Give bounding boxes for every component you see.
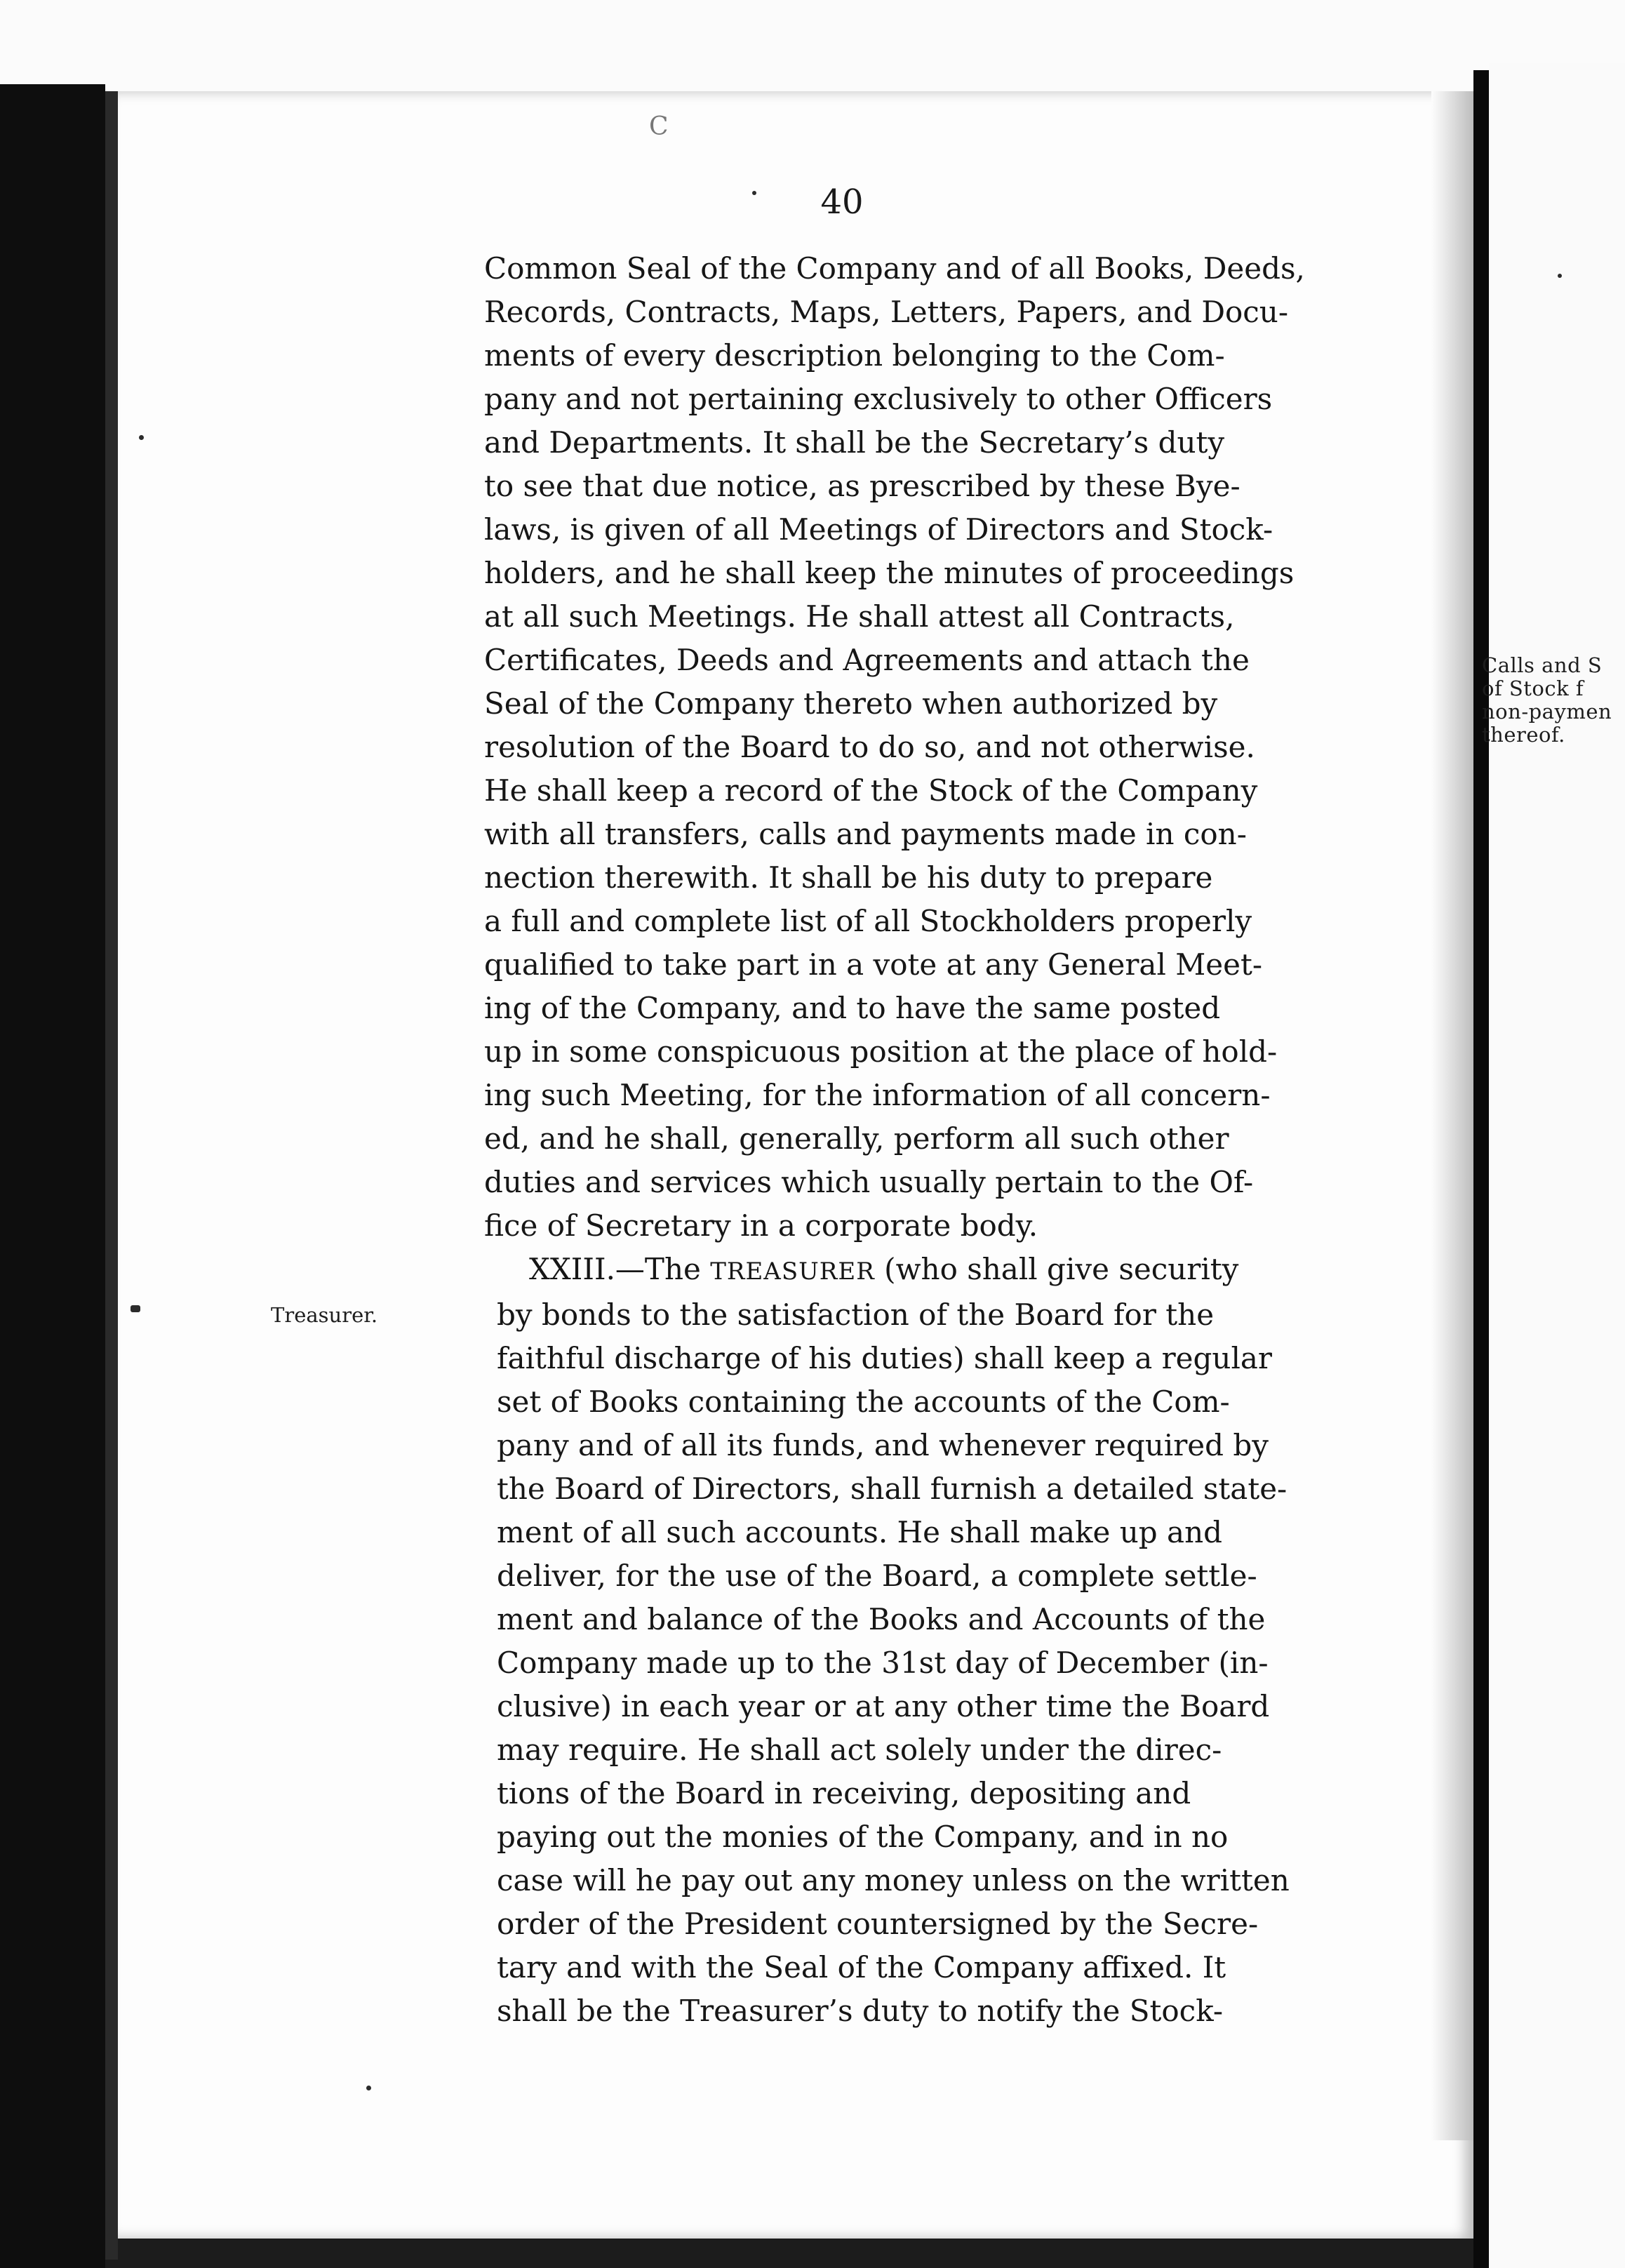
text-line: tary and with the Seal of the Company affixed. It xyxy=(497,1950,1226,1984)
scan-top-margin xyxy=(0,0,1625,98)
text-line: shall be the Treasurer’s duty to notify the Stock- xyxy=(497,1994,1224,2028)
scan-speck xyxy=(366,2086,371,2090)
section-heading-line xyxy=(484,1248,1417,1293)
text-line: Certificates, Deeds and Agreements and attach the xyxy=(484,643,1250,677)
text-line: ment of all such accounts. He shall make up and xyxy=(497,1515,1223,1549)
text-line: ing of the Company, and to have the same posted xyxy=(484,991,1221,1025)
scan-speck xyxy=(131,1305,140,1312)
text-line: set of Books containing the accounts of the Com- xyxy=(497,1385,1230,1419)
text-line: faithful discharge of his duties) shall keep a regular xyxy=(497,1341,1273,1375)
text-line: ing such Meeting, for the information of all concern- xyxy=(484,1078,1271,1112)
text-line: with all transfers, calls and payments made in con- xyxy=(484,817,1247,851)
text-line: pany and of all its funds, and whenever required by xyxy=(497,1428,1269,1462)
text-line: paying out the monies of the Company, and in no xyxy=(497,1820,1229,1854)
text-line: Common Seal of the Company and of all Books, Deeds, xyxy=(484,251,1305,286)
text-line: nection therewith. It shall be his duty to prepare xyxy=(484,860,1213,895)
page-ink-mark: C xyxy=(649,112,669,141)
text-line: ment and balance of the Books and Accounts of the xyxy=(497,1602,1266,1636)
text-line: may require. He shall act solely under the direc- xyxy=(497,1733,1222,1767)
text-line: at all such Meetings. He shall attest all Contracts, xyxy=(484,599,1235,634)
text-line: ed, and he shall, generally, perform all such other xyxy=(484,1121,1229,1156)
page-divider xyxy=(1473,70,1489,2268)
text-line: qualified to take part in a vote at any General Meet- xyxy=(484,947,1263,982)
text-line: deliver, for the use of the Board, a complete settle- xyxy=(497,1559,1257,1593)
text-line: resolution of the Board to do so, and not otherwise. xyxy=(484,730,1255,764)
text-line: the Board of Directors, shall furnish a detailed state- xyxy=(497,1472,1288,1506)
text-line: tions of the Board in receiving, depositing and xyxy=(497,1776,1191,1810)
text-line: pany and not pertaining exclusively to other Officers xyxy=(484,382,1273,416)
scan-left-border xyxy=(0,84,105,2268)
margin-note-calls: Calls and S of Stock f non-paymen thereof. xyxy=(1482,653,1612,747)
text-line: by bonds to the satisfaction of the Board for the xyxy=(497,1298,1215,1332)
section-heading-rest: (who shall give security xyxy=(874,1252,1239,1286)
margin-note-treasurer: Treasurer. xyxy=(271,1303,378,1327)
text-line: clusive) in each year or at any other time the Board xyxy=(497,1689,1270,1723)
text-line: duties and services which usually pertain to the Of- xyxy=(484,1165,1254,1199)
section-number: XXIII.—The xyxy=(529,1252,711,1286)
text-line: holders, and he shall keep the minutes of proceedings xyxy=(484,556,1295,590)
text-line: fice of Secretary in a corporate body. xyxy=(484,1208,1038,1243)
text-line: up in some conspicuous position at the place of hold- xyxy=(484,1034,1278,1069)
text-line: He shall keep a record of the Stock of the Company xyxy=(484,773,1258,808)
text-line: ments of every description belonging to the Com- xyxy=(484,338,1225,373)
text-line: laws, is given of all Meetings of Directors and Stock- xyxy=(484,512,1273,547)
page-gutter-shadow xyxy=(1431,91,1473,2140)
text-line: Records, Contracts, Maps, Letters, Papers, and Docu- xyxy=(484,295,1289,329)
scan-speck xyxy=(139,435,144,440)
page-body-text xyxy=(484,247,1417,2033)
text-line: Company made up to the 31st day of December (in- xyxy=(497,1646,1269,1680)
text-line: to see that due notice, as prescribed by these Bye- xyxy=(484,469,1241,503)
section-title: TREASURER xyxy=(710,1258,875,1286)
scan-speck xyxy=(752,191,756,195)
page-number: 40 xyxy=(820,182,864,222)
scan-speck xyxy=(1558,274,1562,278)
text-line: Seal of the Company thereto when authorized by xyxy=(484,686,1218,721)
text-line: and Departments. It shall be the Secretary’s duty xyxy=(484,425,1225,460)
text-line: a full and complete list of all Stockholders properly xyxy=(484,904,1252,938)
text-line: case will he pay out any money unless on the written xyxy=(497,1863,1290,1897)
book-spine-edge xyxy=(105,91,118,2260)
text-line: order of the President countersigned by the Secre- xyxy=(497,1907,1259,1941)
adjacent-page-fragment xyxy=(1489,63,1625,2268)
